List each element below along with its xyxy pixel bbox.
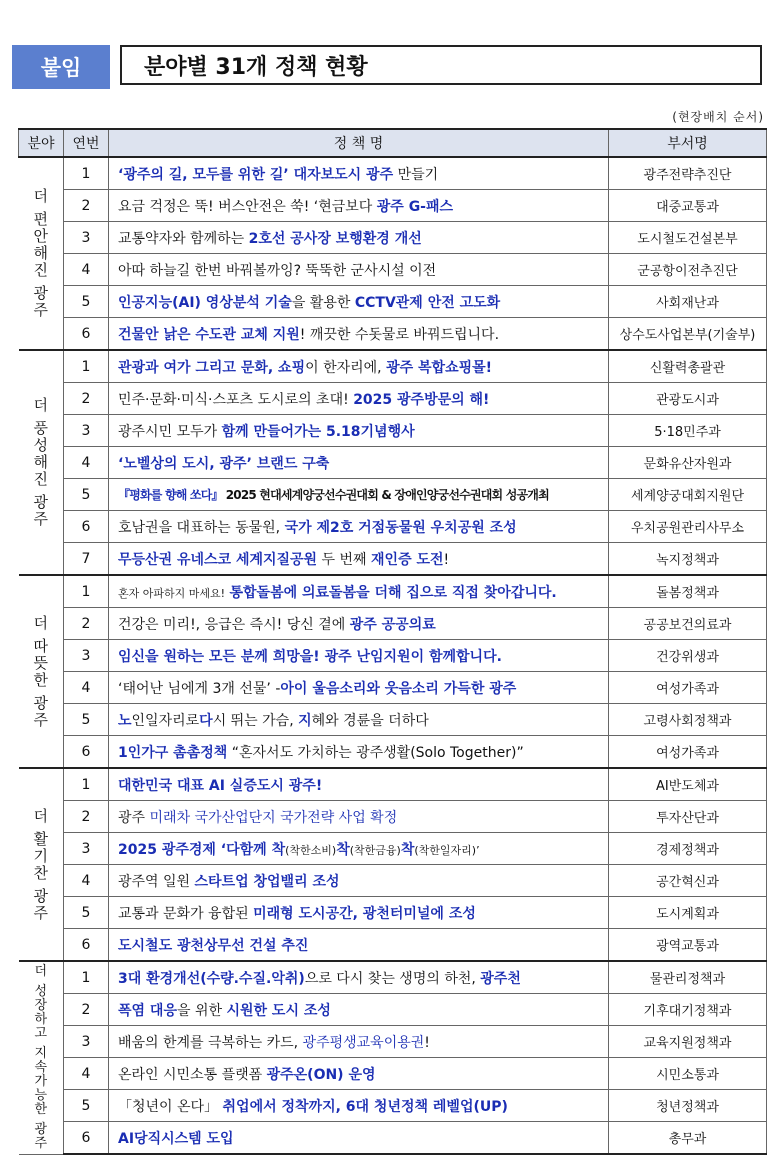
table-row: [19, 479, 767, 511]
table-row: [19, 929, 767, 962]
policy-name: 혼자 아파하지 마세요! 통합돌봄에 의료돌봄을 더해 집으로 직접 찾아갑니다.: [109, 575, 609, 608]
table-row: [19, 801, 767, 833]
table-row: [19, 415, 767, 447]
department: 녹지정책과: [609, 543, 767, 576]
category-cell: [19, 768, 64, 961]
department: AI반도체과: [609, 768, 767, 801]
policy-name: ‘노벨상의 도시, 광주’ 브랜드 구축: [109, 447, 609, 479]
policy-name: 관광과 여가 그리고 문화, 쇼핑이 한자리에, 광주 복합쇼핑몰!: [109, 350, 609, 383]
table-row: [19, 447, 767, 479]
table-row: [19, 286, 767, 318]
category-cell: [19, 961, 64, 1154]
table-row: [19, 961, 767, 994]
table-row: [19, 383, 767, 415]
department: 경제정책과: [609, 833, 767, 865]
row-number: 1: [64, 961, 109, 994]
department: 고령사회정책과: [609, 704, 767, 736]
table-row: [19, 543, 767, 576]
department: 도시철도건설본부: [609, 222, 767, 254]
department: 상수도사업본부(기술부): [609, 318, 767, 351]
policy-name: 민주·문화·미식·스포츠 도시로의 초대! 2025 광주방문의 해!: [109, 383, 609, 415]
row-number: 3: [64, 222, 109, 254]
row-number: 6: [64, 318, 109, 351]
table-row: [19, 704, 767, 736]
row-number: 1: [64, 350, 109, 383]
category-cell: [19, 350, 64, 575]
policy-name: ‘광주의 길, 모두를 위한 길’ 대자보도시 광주 만들기: [109, 157, 609, 190]
row-number: 4: [64, 254, 109, 286]
row-number: 7: [64, 543, 109, 576]
department: 대중교통과: [609, 190, 767, 222]
table-row: [19, 833, 767, 865]
table-header-row: [19, 129, 767, 157]
row-number: 5: [64, 897, 109, 929]
policy-name: 도시철도 광천상무선 건설 추진: [109, 929, 609, 962]
row-number: 6: [64, 736, 109, 769]
department: 여성가족과: [609, 736, 767, 769]
row-number: 4: [64, 672, 109, 704]
header-category: 분야: [19, 129, 64, 157]
table-row: [19, 768, 767, 801]
row-number: 4: [64, 1058, 109, 1090]
table-row: [19, 608, 767, 640]
attachment-badge: 붙임: [12, 45, 110, 89]
table-row: [19, 1122, 767, 1155]
policy-name: 아따 하늘길 한번 바꿔볼까잉? 뚝뚝한 군사시설 이전: [109, 254, 609, 286]
row-number: 3: [64, 415, 109, 447]
category-cell: [19, 575, 64, 768]
policy-name: 온라인 시민소통 플랫폼 광주온(ON) 운영: [109, 1058, 609, 1090]
policy-name: 폭염 대응을 위한 시원한 도시 조성: [109, 994, 609, 1026]
department: 광주전략추진단: [609, 157, 767, 190]
row-number: 5: [64, 286, 109, 318]
row-number: 2: [64, 801, 109, 833]
row-number: 5: [64, 1090, 109, 1122]
policy-name: 인공지능(AI) 영상분석 기술을 활용한 CCTV관제 안전 고도화: [109, 286, 609, 318]
policy-name: 1인가구 촘촘정책 “혼자서도 가치하는 광주생활(Solo Together)”: [109, 736, 609, 769]
department: 우치공원관리사무소: [609, 511, 767, 543]
table-row: [19, 190, 767, 222]
department: 공간혁신과: [609, 865, 767, 897]
table-row: [19, 222, 767, 254]
department: 세계양궁대회지원단: [609, 479, 767, 511]
table-row: [19, 318, 767, 351]
table-row: [19, 575, 767, 608]
department: 도시계획과: [609, 897, 767, 929]
row-number: 1: [64, 157, 109, 190]
policy-name: 무등산권 유네스코 세계지질공원 두 번째 재인증 도전!: [109, 543, 609, 576]
policy-name: 노인일자리로다시 뛰는 가슴, 지혜와 경륜을 더하다: [109, 704, 609, 736]
department: 5·18민주과: [609, 415, 767, 447]
row-number: 6: [64, 929, 109, 962]
row-number: 2: [64, 608, 109, 640]
department: 군공항이전추진단: [609, 254, 767, 286]
header-department: 부서명: [609, 129, 767, 157]
policy-name: 대한민국 대표 AI 실증도시 광주!: [109, 768, 609, 801]
category-label: 더 성 장 하 고 지 속 가 능 한 광 주: [34, 963, 48, 1151]
policy-name: 건강은 미리!, 응급은 즉시! 당신 곁에 광주 공공의료: [109, 608, 609, 640]
table-row: [19, 511, 767, 543]
department: 투자산단과: [609, 801, 767, 833]
policy-name: 『평화를 향해 쏘다』 2025 현대세계양궁선수권대회 & 장애인양궁선수권대회 성공개최: [109, 479, 609, 511]
policy-name: 배움의 한계를 극복하는 카드, 광주평생교육이용권!: [109, 1026, 609, 1058]
row-number: 3: [64, 833, 109, 865]
row-number: 4: [64, 447, 109, 479]
department: 교육지원정책과: [609, 1026, 767, 1058]
category-cell: [19, 157, 64, 350]
policy-name: 요금 걱정은 뚝! 버스안전은 쑥! ‘현금보다 광주 G-패스: [109, 190, 609, 222]
row-number: 6: [64, 511, 109, 543]
policy-name: 임신을 원하는 모든 분께 희망을! 광주 난임지원이 함께합니다.: [109, 640, 609, 672]
policy-name: 교통약자와 함께하는 2호선 공사장 보행환경 개선: [109, 222, 609, 254]
policy-name: ‘태어난 님에게 3개 선물’ -아이 울음소리와 웃음소리 가득한 광주: [109, 672, 609, 704]
table-row: [19, 254, 767, 286]
policy-table: [18, 128, 767, 1155]
category-label: 더 따 뜻 한 광 주: [33, 613, 48, 729]
row-number: 2: [64, 383, 109, 415]
department: 건강위생과: [609, 640, 767, 672]
table-row: [19, 157, 767, 190]
department: 청년정책과: [609, 1090, 767, 1122]
row-number: 6: [64, 1122, 109, 1155]
table-row: [19, 1090, 767, 1122]
row-number: 3: [64, 640, 109, 672]
header-number: 연번: [64, 129, 109, 157]
table-row: [19, 640, 767, 672]
table-row: [19, 350, 767, 383]
department: 돌봄정책과: [609, 575, 767, 608]
policy-name: AI당직시스템 도입: [109, 1122, 609, 1155]
header-policy: 정 책 명: [109, 129, 609, 157]
policy-name: 교통과 문화가 융합된 미래형 도시공간, 광천터미널에 조성: [109, 897, 609, 929]
policy-name: 「청년이 온다」 취업에서 정착까지, 6대 청년정책 레벨업(UP): [109, 1090, 609, 1122]
row-number: 5: [64, 704, 109, 736]
policy-name: 3대 환경개선(수량.수질.악취)으로 다시 찾는 생명의 하천, 광주천: [109, 961, 609, 994]
policy-name: 광주 미래차 국가산업단지 국가전략 사업 확정: [109, 801, 609, 833]
department: 총무과: [609, 1122, 767, 1155]
table-row: [19, 1058, 767, 1090]
policy-name: 건물안 낡은 수도관 교체 지원! 깨끗한 수돗물로 바꿔드립니다.: [109, 318, 609, 351]
row-number: 5: [64, 479, 109, 511]
policy-name: 2025 광주경제 ‘다함께 착(착한소비)착(착한금융)착(착한일자리)’: [109, 833, 609, 865]
row-number: 2: [64, 190, 109, 222]
row-number: 1: [64, 575, 109, 608]
department: 신활력총괄관: [609, 350, 767, 383]
row-number: 3: [64, 1026, 109, 1058]
department: 사회재난과: [609, 286, 767, 318]
table-row: [19, 994, 767, 1026]
row-number: 2: [64, 994, 109, 1026]
department: 여성가족과: [609, 672, 767, 704]
table-row: [19, 897, 767, 929]
category-label: 더 풍 성 해 진 광 주: [33, 396, 48, 528]
department: 물관리정책과: [609, 961, 767, 994]
table-row: [19, 1026, 767, 1058]
department: 공공보건의료과: [609, 608, 767, 640]
policy-name: 호남권을 대표하는 동물원, 국가 제2호 거점동물원 우치공원 조성: [109, 511, 609, 543]
table-row: [19, 736, 767, 769]
category-label: 더 편 안 해 진 광 주: [33, 187, 48, 319]
table-row: [19, 672, 767, 704]
department: 시민소통과: [609, 1058, 767, 1090]
page-title: 분야별 31개 정책 현황: [120, 45, 762, 85]
department: 관광도시과: [609, 383, 767, 415]
row-number: 4: [64, 865, 109, 897]
policy-name: 광주시민 모두가 함께 만들어가는 5.18기념행사: [109, 415, 609, 447]
category-label: 더 활 기 찬 광 주: [33, 806, 48, 922]
header: [12, 45, 764, 89]
order-note: (현장배치 순서): [672, 110, 764, 124]
row-number: 1: [64, 768, 109, 801]
department: 광역교통과: [609, 929, 767, 962]
table-row: [19, 865, 767, 897]
department: 기후대기정책과: [609, 994, 767, 1026]
department: 문화유산자원과: [609, 447, 767, 479]
policy-name: 광주역 일원 스타트업 창업밸리 조성: [109, 865, 609, 897]
